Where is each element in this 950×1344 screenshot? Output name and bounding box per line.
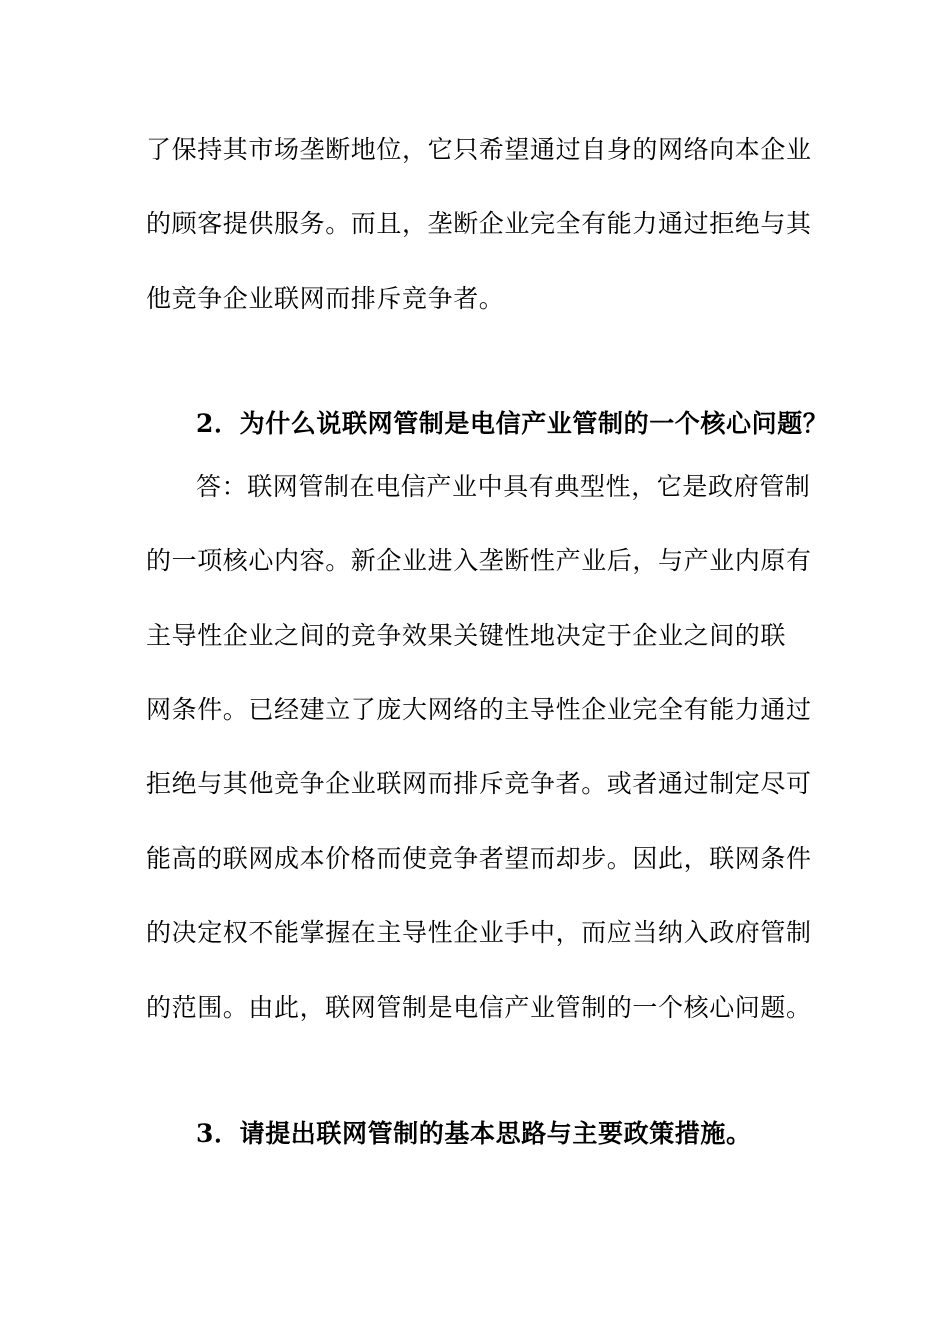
answer-line: 能高的联网成本价格而使竞争者望而却步。因此，联网条件 (146, 844, 812, 873)
answer-line: 主导性企业之间的竞争效果关键性地决定于企业之间的联 (146, 621, 787, 650)
paragraph-line: 他竞争企业联网而排斥竞争者。 (146, 284, 505, 313)
answer-line: 的决定权不能掌握在主导性企业手中，而应当纳入政府管制 (146, 918, 812, 947)
answer-line: 网条件。已经建立了庞大网络的主导性企业完全有能力通过 (146, 695, 812, 724)
answer-line: 的一项核心内容。新企业进入垄断性产业后，与产业内原有 (146, 546, 812, 575)
paragraph-line: 的顾客提供服务。而且，垄断企业完全有能力通过拒绝与其 (146, 209, 812, 238)
question-heading: 2．为什么说联网管制是电信产业管制的一个核心问题？ (196, 409, 829, 438)
answer-line: 答：联网管制在电信产业中具有典型性，它是政府管制 (196, 472, 811, 501)
question-heading: 3．请提出联网管制的基本思路与主要政策措施。 (196, 1119, 752, 1148)
answer-line: 的范围。由此，联网管制是电信产业管制的一个核心问题。 (146, 993, 812, 1022)
answer-line: 拒绝与其他竞争企业联网而排斥竞争者。或者通过制定尽可 (146, 769, 812, 798)
paragraph-line: 了保持其市场垄断地位，它只希望通过自身的网络向本企业 (146, 135, 812, 164)
